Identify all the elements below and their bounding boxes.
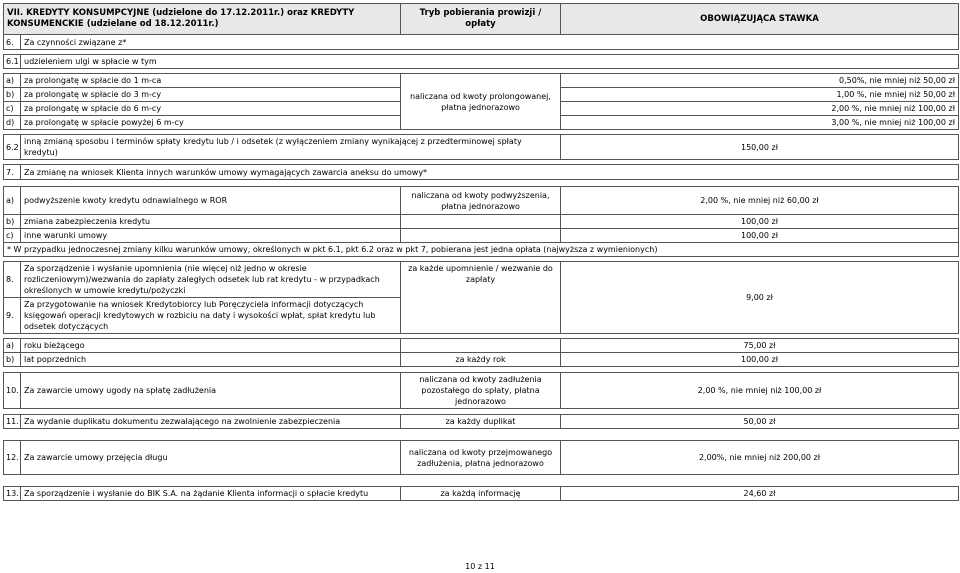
section-number: 10. bbox=[4, 373, 21, 409]
header-mode: Tryb pobierania prowizji / opłaty bbox=[401, 4, 561, 35]
row-rate: 75,00 zł bbox=[561, 339, 959, 353]
row-rate: 9,00 zł bbox=[561, 262, 959, 334]
footnote: * W przypadku jednoczesnej zmiany kilku warunków umowy, określonych w pkt 6.1, pkt 6.2 oraz w pkt 7, pobierana jest jedna opłata (najwyższa z wymienionych) bbox=[4, 243, 959, 257]
row-description: Za sporządzenie i wysłanie do BIK S.A. na żądanie Klienta informacji o spłacie kredytu bbox=[21, 487, 401, 501]
row-description: Za zawarcie umowy przejęcia długu bbox=[21, 441, 401, 475]
section-11-row bbox=[4, 415, 959, 429]
row-mode: naliczana od kwoty podwyższenia, płatna jednorazowo bbox=[401, 187, 561, 215]
row-description: za prolongatę w spłacie powyżej 6 m-cy bbox=[21, 116, 401, 130]
row-letter: a) bbox=[4, 187, 21, 215]
row-letter: b) bbox=[4, 88, 21, 102]
row-rate: 2,00 %, nie mniej niż 100,00 zł bbox=[561, 102, 959, 116]
row-mode: za każdy rok bbox=[401, 353, 561, 367]
section-13-row bbox=[4, 487, 959, 501]
row-letter: b) bbox=[4, 353, 21, 367]
row-description: Za przygotowanie na wniosek Kredytobiorcy lub Poręczyciela informacji dotyczących księgowań operacji kredytowych w rozbiciu na daty i wysokości wpłat, spłat kredytu lub odsetek dotyczących bbox=[21, 298, 401, 334]
spacer bbox=[4, 429, 959, 441]
table-row bbox=[4, 187, 959, 215]
row-rate: 150,00 zł bbox=[561, 135, 959, 160]
row-letter: c) bbox=[4, 102, 21, 116]
row-description: roku bieżącego bbox=[21, 339, 401, 353]
section-number: 6. bbox=[4, 35, 21, 50]
table-row bbox=[4, 215, 959, 229]
row-letter: d) bbox=[4, 116, 21, 130]
table-row bbox=[4, 74, 959, 88]
section-10-row bbox=[4, 373, 959, 409]
row-mode: naliczana od kwoty przejmowanego zadłużenia, płatna jednorazowo bbox=[401, 441, 561, 475]
row-letter: a) bbox=[4, 339, 21, 353]
row-description: Za wydanie duplikatu dokumentu zezwalającego na zwolnienie zabezpieczenia bbox=[21, 415, 401, 429]
spacer bbox=[4, 475, 959, 487]
row-description: Za sporządzenie i wysłanie upomnienia (nie więcej niż jedno w okresie rozliczeniowym)/wezwania do zapłaty zaległych odsetek lub rat kredytu - w przypadkach określonych w umowie kredytu/pożyczki bbox=[21, 262, 401, 298]
row-rate: 0,50%, nie mniej niż 50,00 zł bbox=[561, 74, 959, 88]
page-number: 10 z 11 bbox=[465, 562, 495, 571]
row-mode: za każdy duplikat bbox=[401, 415, 561, 429]
footnote-row bbox=[4, 243, 959, 257]
section-number: 6.2 bbox=[4, 135, 21, 160]
row-rate: 1,00 %, nie mniej niż 50,00 zł bbox=[561, 88, 959, 102]
row-rate: 24,60 zł bbox=[561, 487, 959, 501]
section-number: 8. bbox=[4, 262, 21, 298]
row-description: za prolongatę w spłacie do 1 m-ca bbox=[21, 74, 401, 88]
row-description: inną zmianą sposobu i terminów spłaty kredytu lub / i odsetek (z wyłączeniem zmiany wynikającej z przedterminowej spłaty kredytu) bbox=[21, 135, 561, 160]
row-rate: 2,00 %, nie mniej niż 100,00 zł bbox=[561, 373, 959, 409]
row-description: zmiana zabezpieczenia kredytu bbox=[21, 215, 401, 229]
row-mode bbox=[401, 215, 561, 229]
header-title: VII. KREDYTY KONSUMPCYJNE (udzielone do 17.12.2011r.) oraz KREDYTY KONSUMENCKIE (udzielane od 18.12.2011r.) bbox=[4, 4, 401, 35]
row-description: lat poprzednich bbox=[21, 353, 401, 367]
section-number: 6.1 bbox=[4, 55, 21, 69]
section-6-2-row bbox=[4, 135, 959, 160]
section-7-row bbox=[4, 165, 959, 180]
section-number: 11. bbox=[4, 415, 21, 429]
row-mode bbox=[401, 339, 561, 353]
row-rate: 2,00%, nie mniej niż 200,00 zł bbox=[561, 441, 959, 475]
header-rate: OBOWIĄZUJĄCA STAWKA bbox=[561, 4, 959, 35]
row-rate: 100,00 zł bbox=[561, 229, 959, 243]
row-mode: za każdą informację bbox=[401, 487, 561, 501]
section-number: 13. bbox=[4, 487, 21, 501]
row-description: za prolongatę w spłacie do 6 m-cy bbox=[21, 102, 401, 116]
table-row bbox=[4, 339, 959, 353]
row-letter: c) bbox=[4, 229, 21, 243]
row-letter: a) bbox=[4, 74, 21, 88]
table-row bbox=[4, 353, 959, 367]
row-rate: 50,00 zł bbox=[561, 415, 959, 429]
row-mode: naliczana od kwoty prolongowanej, płatna jednorazowo bbox=[401, 74, 561, 130]
section-title: Za czynności związane z* bbox=[21, 35, 959, 50]
row-mode: naliczana od kwoty zadłużenia pozostałego do spłaty, płatna jednorazowo bbox=[401, 373, 561, 409]
table-header bbox=[4, 4, 959, 35]
row-mode: za każde upomnienie / wezwanie do zapłaty bbox=[401, 262, 561, 334]
row-description: inne warunki umowy bbox=[21, 229, 401, 243]
section-title: udzieleniem ulgi w spłacie w tym bbox=[21, 55, 959, 69]
section-12-row bbox=[4, 441, 959, 475]
row-description: podwyższenie kwoty kredytu odnawialnego w ROR bbox=[21, 187, 401, 215]
fee-table bbox=[3, 3, 959, 501]
row-rate: 100,00 zł bbox=[561, 353, 959, 367]
section-6-1-row bbox=[4, 55, 959, 69]
row-rate: 2,00 %, nie mniej niż 60,00 zł bbox=[561, 187, 959, 215]
spacer bbox=[4, 180, 959, 187]
fee-document bbox=[3, 3, 958, 501]
table-row bbox=[4, 229, 959, 243]
section-number: 7. bbox=[4, 165, 21, 180]
section-title: Za zmianę na wniosek Klienta innych warunków umowy wymagających zawarcia aneksu do umowy* bbox=[21, 165, 959, 180]
row-rate: 100,00 zł bbox=[561, 215, 959, 229]
section-8-row bbox=[4, 262, 959, 298]
section-number: 9. bbox=[4, 298, 21, 334]
row-description: Za zawarcie umowy ugody na spłatę zadłużenia bbox=[21, 373, 401, 409]
row-letter: b) bbox=[4, 215, 21, 229]
row-description: za prolongatę w spłacie do 3 m-cy bbox=[21, 88, 401, 102]
row-rate: 3,00 %, nie mniej niż 100,00 zł bbox=[561, 116, 959, 130]
row-mode bbox=[401, 229, 561, 243]
section-number: 12. bbox=[4, 441, 21, 475]
section-6-row bbox=[4, 35, 959, 50]
